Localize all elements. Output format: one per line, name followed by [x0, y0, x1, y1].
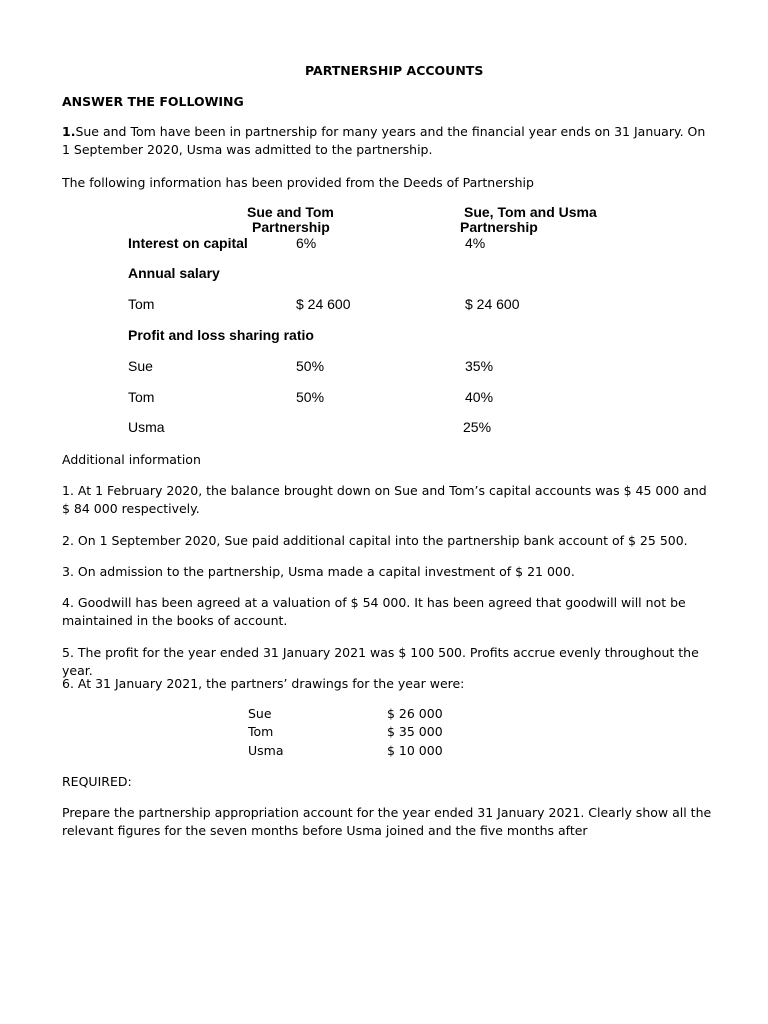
deeds-intro: The following information has been provided from the Deeds of Partnership — [62, 175, 534, 190]
column-header-new-line2: Partnership — [460, 219, 538, 235]
row-label: Tom — [128, 389, 155, 405]
row-label: Usma — [128, 419, 165, 435]
row-value-new: $ 24 600 — [465, 296, 520, 312]
instruction-heading: ANSWER THE FOLLOWING — [62, 94, 244, 109]
row-value-new: 25% — [463, 419, 492, 435]
drawings-name: Sue — [248, 706, 272, 721]
info-item: 3. On admission to the partnership, Usma made a capital investment of $ 21 000. — [62, 564, 575, 579]
section-label: Annual salary — [128, 265, 220, 281]
section-label: Profit and loss sharing ratio — [128, 327, 314, 343]
additional-info-heading: Additional information — [62, 452, 201, 467]
question-text: Sue and Tom have been in partnership for many years and the financial year ends on 31 January. On 1 September 2020, Usma was admitted to the partnership. — [62, 124, 706, 157]
row-value-new: 4% — [465, 235, 486, 251]
info-item: 5. The profit for the year ended 31 January 2021 was $ 100 500. Profits accrue evenly throughout the year. — [62, 645, 699, 678]
drawings-amount: $ 10 000 — [387, 743, 443, 758]
row-value-old: $ 24 600 — [296, 296, 351, 312]
drawings-name: Usma — [248, 743, 284, 758]
drawings-name: Tom — [248, 724, 274, 739]
document-title: PARTNERSHIP ACCOUNTS — [305, 63, 484, 78]
required-heading: REQUIRED: — [62, 774, 132, 789]
drawings-amount: $ 35 000 — [387, 724, 443, 739]
drawings-amount: $ 26 000 — [387, 706, 443, 721]
row-value-old: 50% — [296, 358, 325, 374]
column-header-old-line2: Partnership — [252, 219, 330, 235]
info-item: 2. On 1 September 2020, Sue paid additional capital into the partnership bank account of $ 25 500. — [62, 533, 688, 548]
row-label: Sue — [128, 358, 153, 374]
row-value-old: 6% — [296, 235, 317, 251]
row-value-new: 35% — [465, 358, 494, 374]
column-header-old-line1: Sue and Tom — [247, 204, 334, 220]
column-header-new-line1: Sue, Tom and Usma — [464, 204, 597, 220]
info-item: 1. At 1 February 2020, the balance brought down on Sue and Tom’s capital accounts was $ 45 000 and $ 84 000 respectively. — [62, 483, 707, 516]
info-item: 4. Goodwill has been agreed at a valuation of $ 54 000. It has been agreed that goodwill will not be maintained in the books of account. — [62, 595, 686, 628]
row-label: Tom — [128, 296, 155, 312]
question-number: 1. — [62, 124, 76, 139]
row-label: Interest on capital — [128, 235, 248, 251]
row-value-new: 40% — [465, 389, 494, 405]
row-value-old: 50% — [296, 389, 325, 405]
info-item: 6. At 31 January 2021, the partners’ drawings for the year were: — [62, 676, 465, 691]
required-text: Prepare the partnership appropriation account for the year ended 31 January 2021. Clearly show all the relevant figures for the seven months before Usma joined and the five months after — [62, 805, 712, 838]
question-intro — [62, 123, 712, 159]
